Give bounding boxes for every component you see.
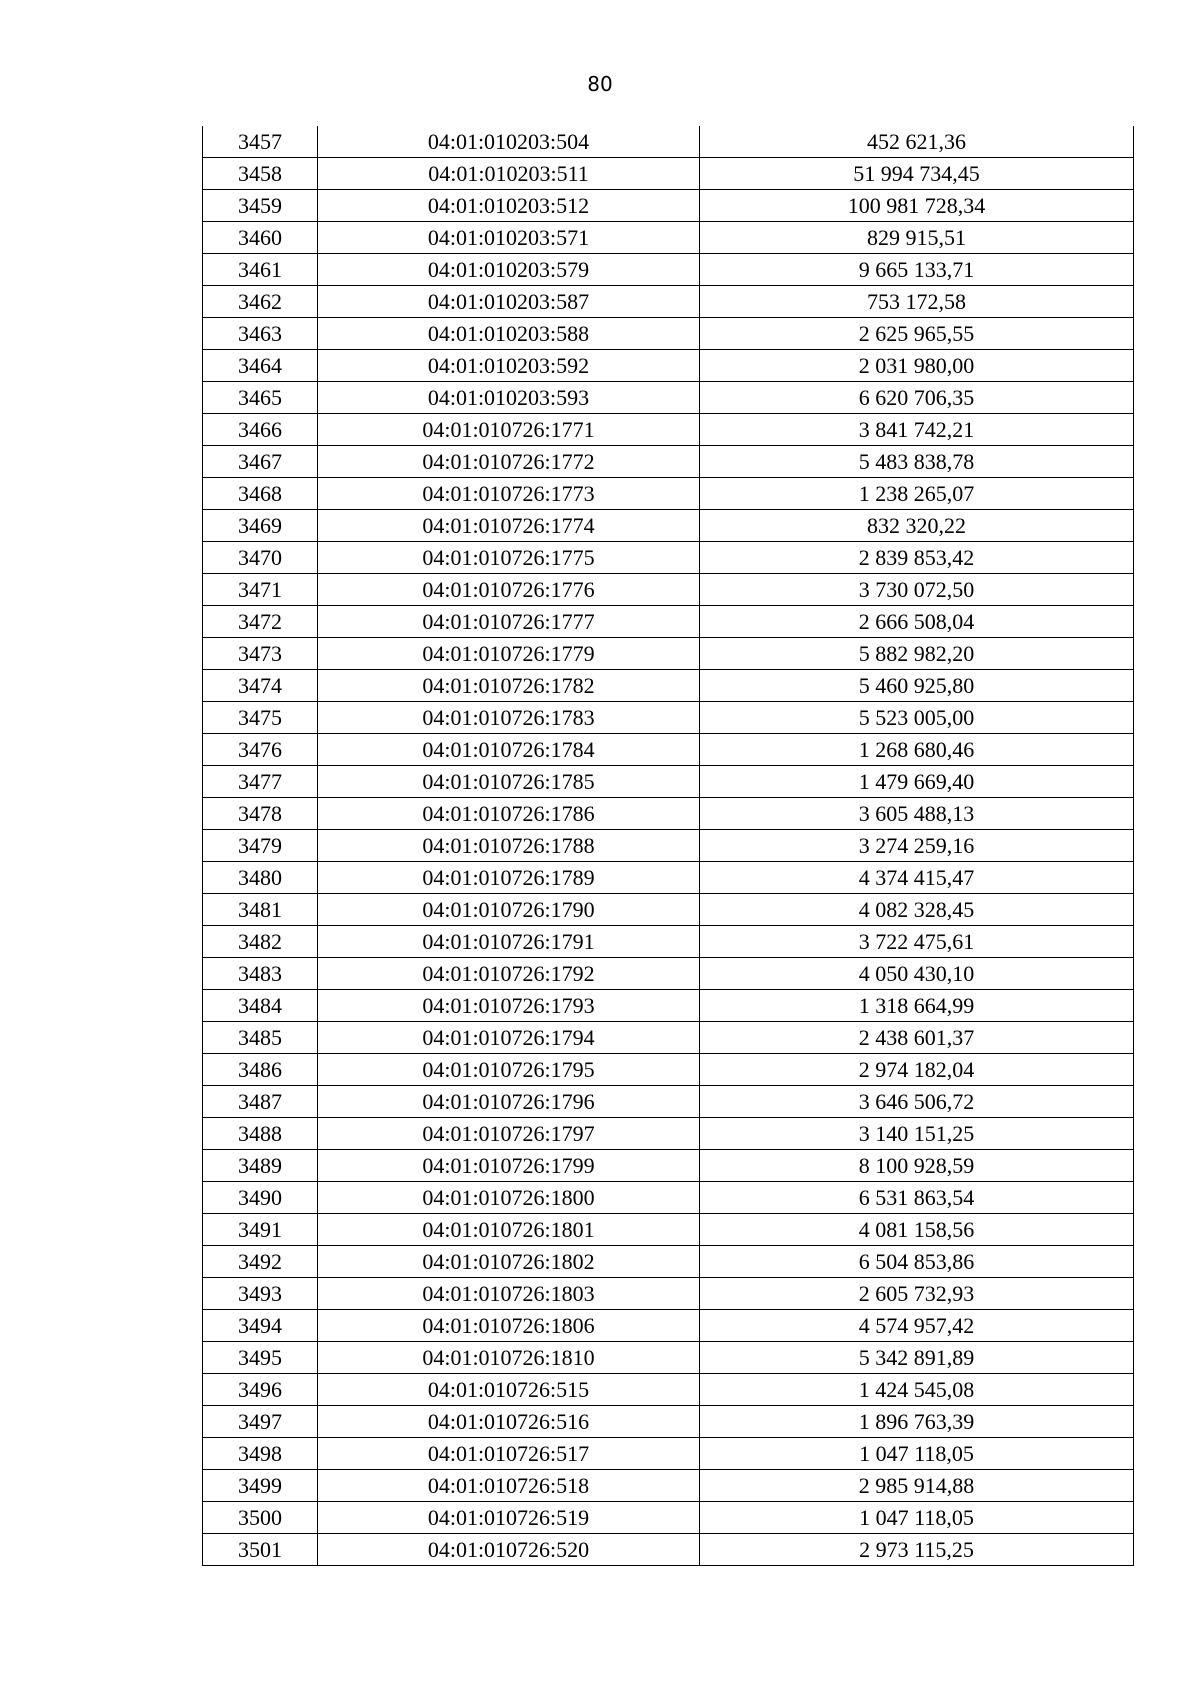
- value-cell: 3 646 506,72: [700, 1086, 1134, 1118]
- value-cell: 4 374 415,47: [700, 862, 1134, 894]
- table-row: [203, 1054, 1134, 1086]
- table-row: [203, 190, 1134, 222]
- cadastral-number-cell: 04:01:010726:1773: [318, 478, 700, 510]
- table-row: [203, 766, 1134, 798]
- cadastral-number-cell: 04:01:010726:1779: [318, 638, 700, 670]
- table-row: [203, 830, 1134, 862]
- cadastral-number-cell: 04:01:010726:1796: [318, 1086, 700, 1118]
- cadastral-number-cell: 04:01:010726:1795: [318, 1054, 700, 1086]
- table-row: [203, 926, 1134, 958]
- cadastral-number-cell: 04:01:010726:1792: [318, 958, 700, 990]
- table-row: [203, 414, 1134, 446]
- value-cell: 4 050 430,10: [700, 958, 1134, 990]
- row-number-cell: 3473: [203, 638, 318, 670]
- table-row: [203, 1470, 1134, 1502]
- row-number-cell: 3485: [203, 1022, 318, 1054]
- value-cell: 2 605 732,93: [700, 1278, 1134, 1310]
- value-cell: 8 100 928,59: [700, 1150, 1134, 1182]
- cadastral-number-cell: 04:01:010726:1801: [318, 1214, 700, 1246]
- value-cell: 2 839 853,42: [700, 542, 1134, 574]
- value-cell: 3 274 259,16: [700, 830, 1134, 862]
- row-number-cell: 3499: [203, 1470, 318, 1502]
- table-row: [203, 894, 1134, 926]
- value-cell: 2 974 182,04: [700, 1054, 1134, 1086]
- value-cell: 2 438 601,37: [700, 1022, 1134, 1054]
- cadastral-number-cell: 04:01:010203:588: [318, 318, 700, 350]
- row-number-cell: 3471: [203, 574, 318, 606]
- table-row: [203, 638, 1134, 670]
- row-number-cell: 3491: [203, 1214, 318, 1246]
- cadastral-number-cell: 04:01:010726:1785: [318, 766, 700, 798]
- cadastral-value-table: [202, 126, 1134, 1566]
- table-row: [203, 542, 1134, 574]
- row-number-cell: 3476: [203, 734, 318, 766]
- cadastral-number-cell: 04:01:010726:1803: [318, 1278, 700, 1310]
- value-cell: 753 172,58: [700, 286, 1134, 318]
- table-row: [203, 798, 1134, 830]
- row-number-cell: 3470: [203, 542, 318, 574]
- row-number-cell: 3497: [203, 1406, 318, 1438]
- cadastral-number-cell: 04:01:010726:1800: [318, 1182, 700, 1214]
- value-cell: 1 479 669,40: [700, 766, 1134, 798]
- table-row: [203, 1534, 1134, 1566]
- cadastral-number-cell: 04:01:010726:1777: [318, 606, 700, 638]
- value-cell: 2 625 965,55: [700, 318, 1134, 350]
- cadastral-number-cell: 04:01:010726:1774: [318, 510, 700, 542]
- table-row: [203, 990, 1134, 1022]
- table-row: [203, 1118, 1134, 1150]
- table-row: [203, 350, 1134, 382]
- table-row: [203, 478, 1134, 510]
- row-number-cell: 3468: [203, 478, 318, 510]
- value-cell: 1 268 680,46: [700, 734, 1134, 766]
- table-row: [203, 1438, 1134, 1470]
- row-number-cell: 3460: [203, 222, 318, 254]
- cadastral-number-cell: 04:01:010726:518: [318, 1470, 700, 1502]
- cadastral-number-cell: 04:01:010726:517: [318, 1438, 700, 1470]
- table-row: [203, 126, 1134, 158]
- table-row: [203, 1086, 1134, 1118]
- table-row: [203, 670, 1134, 702]
- value-cell: 2 666 508,04: [700, 606, 1134, 638]
- row-number-cell: 3477: [203, 766, 318, 798]
- cadastral-number-cell: 04:01:010203:511: [318, 158, 700, 190]
- cadastral-number-cell: 04:01:010726:1806: [318, 1310, 700, 1342]
- value-cell: 2 973 115,25: [700, 1534, 1134, 1566]
- value-cell: 1 047 118,05: [700, 1438, 1134, 1470]
- table-row: [203, 1150, 1134, 1182]
- row-number-cell: 3464: [203, 350, 318, 382]
- row-number-cell: 3480: [203, 862, 318, 894]
- table-row: [203, 510, 1134, 542]
- value-cell: 2 031 980,00: [700, 350, 1134, 382]
- row-number-cell: 3493: [203, 1278, 318, 1310]
- value-cell: 6 531 863,54: [700, 1182, 1134, 1214]
- cadastral-number-cell: 04:01:010726:1776: [318, 574, 700, 606]
- value-cell: 1 318 664,99: [700, 990, 1134, 1022]
- cadastral-number-cell: 04:01:010726:515: [318, 1374, 700, 1406]
- value-cell: 3 730 072,50: [700, 574, 1134, 606]
- row-number-cell: 3465: [203, 382, 318, 414]
- table-row: [203, 1374, 1134, 1406]
- cadastral-number-cell: 04:01:010726:1791: [318, 926, 700, 958]
- value-cell: 5 342 891,89: [700, 1342, 1134, 1374]
- cadastral-number-cell: 04:01:010726:1802: [318, 1246, 700, 1278]
- row-number-cell: 3457: [203, 126, 318, 158]
- row-number-cell: 3501: [203, 1534, 318, 1566]
- page-number: 80: [587, 72, 613, 96]
- table-row: [203, 254, 1134, 286]
- value-cell: 1 047 118,05: [700, 1502, 1134, 1534]
- value-cell: 1 424 545,08: [700, 1374, 1134, 1406]
- value-cell: 6 620 706,35: [700, 382, 1134, 414]
- cadastral-number-cell: 04:01:010726:520: [318, 1534, 700, 1566]
- value-cell: 452 621,36: [700, 126, 1134, 158]
- cadastral-number-cell: 04:01:010203:592: [318, 350, 700, 382]
- table-row: [203, 1278, 1134, 1310]
- cadastral-number-cell: 04:01:010726:1772: [318, 446, 700, 478]
- table-row: [203, 446, 1134, 478]
- cadastral-number-cell: 04:01:010203:571: [318, 222, 700, 254]
- table-row: [203, 606, 1134, 638]
- cadastral-number-cell: 04:01:010726:516: [318, 1406, 700, 1438]
- row-number-cell: 3487: [203, 1086, 318, 1118]
- cadastral-number-cell: 04:01:010726:1771: [318, 414, 700, 446]
- table-row: [203, 734, 1134, 766]
- row-number-cell: 3459: [203, 190, 318, 222]
- cadastral-number-cell: 04:01:010726:1783: [318, 702, 700, 734]
- row-number-cell: 3496: [203, 1374, 318, 1406]
- cadastral-number-cell: 04:01:010726:519: [318, 1502, 700, 1534]
- cadastral-number-cell: 04:01:010726:1789: [318, 862, 700, 894]
- value-cell: 9 665 133,71: [700, 254, 1134, 286]
- table-row: [203, 1406, 1134, 1438]
- table-row: [203, 1246, 1134, 1278]
- row-number-cell: 3486: [203, 1054, 318, 1086]
- value-cell: 3 722 475,61: [700, 926, 1134, 958]
- value-cell: 51 994 734,45: [700, 158, 1134, 190]
- table-row: [203, 382, 1134, 414]
- cadastral-number-cell: 04:01:010726:1790: [318, 894, 700, 926]
- row-number-cell: 3483: [203, 958, 318, 990]
- table-row: [203, 286, 1134, 318]
- value-cell: 4 082 328,45: [700, 894, 1134, 926]
- cadastral-number-cell: 04:01:010726:1794: [318, 1022, 700, 1054]
- value-cell: 5 483 838,78: [700, 446, 1134, 478]
- row-number-cell: 3488: [203, 1118, 318, 1150]
- value-cell: 3 140 151,25: [700, 1118, 1134, 1150]
- row-number-cell: 3498: [203, 1438, 318, 1470]
- table-row: [203, 1342, 1134, 1374]
- table-row: [203, 318, 1134, 350]
- row-number-cell: 3495: [203, 1342, 318, 1374]
- table-row: [203, 1214, 1134, 1246]
- value-cell: 1 238 265,07: [700, 478, 1134, 510]
- value-cell: 4 574 957,42: [700, 1310, 1134, 1342]
- row-number-cell: 3475: [203, 702, 318, 734]
- table-row: [203, 958, 1134, 990]
- row-number-cell: 3489: [203, 1150, 318, 1182]
- value-cell: 5 523 005,00: [700, 702, 1134, 734]
- cadastral-number-cell: 04:01:010203:579: [318, 254, 700, 286]
- row-number-cell: 3469: [203, 510, 318, 542]
- row-number-cell: 3481: [203, 894, 318, 926]
- row-number-cell: 3466: [203, 414, 318, 446]
- value-cell: 6 504 853,86: [700, 1246, 1134, 1278]
- cadastral-number-cell: 04:01:010726:1810: [318, 1342, 700, 1374]
- value-cell: 3 605 488,13: [700, 798, 1134, 830]
- row-number-cell: 3472: [203, 606, 318, 638]
- value-cell: 1 896 763,39: [700, 1406, 1134, 1438]
- value-cell: 2 985 914,88: [700, 1470, 1134, 1502]
- value-cell: 829 915,51: [700, 222, 1134, 254]
- value-cell: 4 081 158,56: [700, 1214, 1134, 1246]
- table-row: [203, 158, 1134, 190]
- row-number-cell: 3490: [203, 1182, 318, 1214]
- row-number-cell: 3494: [203, 1310, 318, 1342]
- row-number-cell: 3484: [203, 990, 318, 1022]
- table-row: [203, 1182, 1134, 1214]
- table-row: [203, 222, 1134, 254]
- table-row: [203, 574, 1134, 606]
- value-cell: 832 320,22: [700, 510, 1134, 542]
- row-number-cell: 3463: [203, 318, 318, 350]
- cadastral-number-cell: 04:01:010203:512: [318, 190, 700, 222]
- cadastral-number-cell: 04:01:010726:1797: [318, 1118, 700, 1150]
- row-number-cell: 3482: [203, 926, 318, 958]
- table-row: [203, 862, 1134, 894]
- value-cell: 100 981 728,34: [700, 190, 1134, 222]
- value-cell: 5 460 925,80: [700, 670, 1134, 702]
- table-row: [203, 1502, 1134, 1534]
- row-number-cell: 3479: [203, 830, 318, 862]
- row-number-cell: 3467: [203, 446, 318, 478]
- cadastral-number-cell: 04:01:010726:1786: [318, 798, 700, 830]
- row-number-cell: 3461: [203, 254, 318, 286]
- row-number-cell: 3500: [203, 1502, 318, 1534]
- cadastral-number-cell: 04:01:010203:593: [318, 382, 700, 414]
- cadastral-number-cell: 04:01:010726:1788: [318, 830, 700, 862]
- cadastral-number-cell: 04:01:010726:1782: [318, 670, 700, 702]
- cadastral-number-cell: 04:01:010726:1775: [318, 542, 700, 574]
- cadastral-number-cell: 04:01:010726:1784: [318, 734, 700, 766]
- row-number-cell: 3478: [203, 798, 318, 830]
- table-body: [203, 126, 1134, 1566]
- row-number-cell: 3458: [203, 158, 318, 190]
- value-cell: 3 841 742,21: [700, 414, 1134, 446]
- row-number-cell: 3462: [203, 286, 318, 318]
- table-row: [203, 1310, 1134, 1342]
- row-number-cell: 3474: [203, 670, 318, 702]
- cadastral-number-cell: 04:01:010203:587: [318, 286, 700, 318]
- value-cell: 5 882 982,20: [700, 638, 1134, 670]
- table-row: [203, 1022, 1134, 1054]
- row-number-cell: 3492: [203, 1246, 318, 1278]
- cadastral-number-cell: 04:01:010726:1793: [318, 990, 700, 1022]
- cadastral-number-cell: 04:01:010203:504: [318, 126, 700, 158]
- table-row: [203, 702, 1134, 734]
- cadastral-number-cell: 04:01:010726:1799: [318, 1150, 700, 1182]
